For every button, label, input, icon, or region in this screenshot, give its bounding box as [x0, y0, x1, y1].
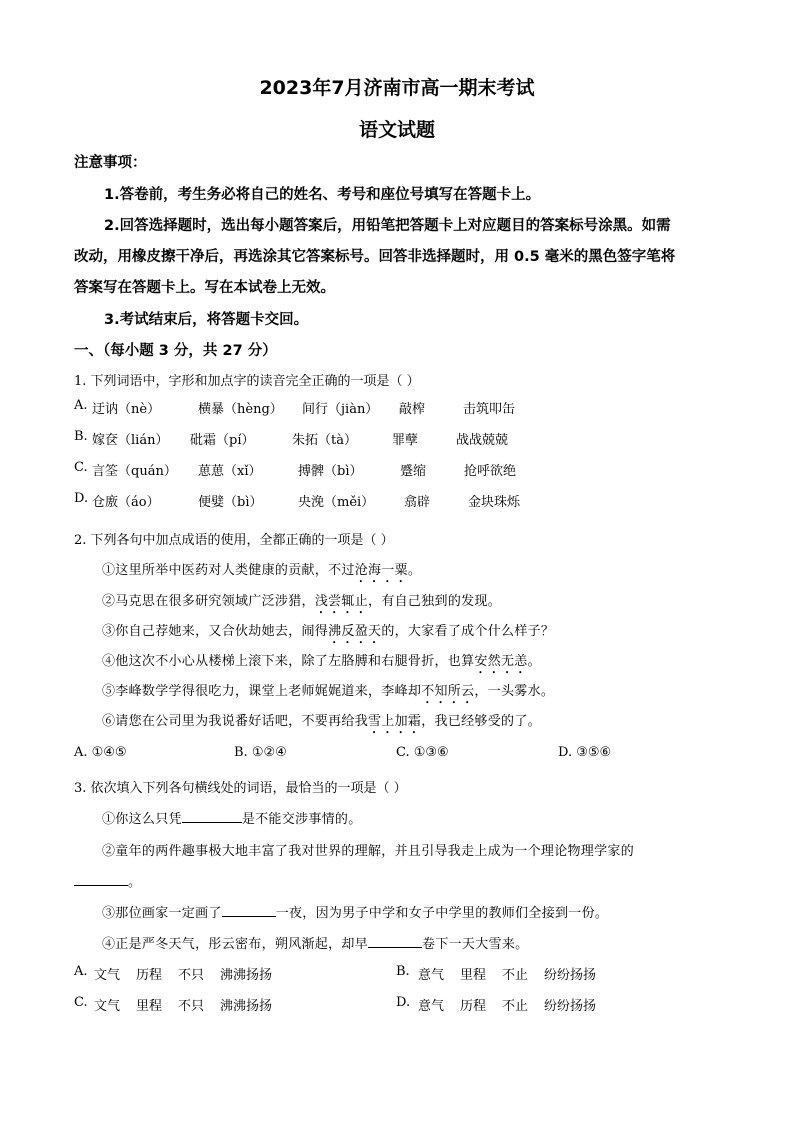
sentence-text: ⑤李峰数学学得很吃力，课堂上老师娓娓道来，李峰却 — [102, 684, 422, 699]
sentence-text: 。 — [527, 654, 541, 669]
sentence-text: ，我已经够受的了。 — [421, 714, 541, 729]
q3-option-word: 沸沸扬扬 — [220, 968, 273, 983]
q3-sentence-2-line-1: ②童年的两件趣事极大地丰富了我对世界的理解，并且引导我走上成为一个理论物理学家的 — [102, 844, 635, 859]
q3-option-word: 历程 — [136, 968, 163, 983]
notice-item-2-line-1: 2.回答选择题时，选出每小题答案后，用铅笔把答题卡上对应题目的答案标号涂黑。如需 — [104, 218, 671, 234]
fill-blank — [222, 904, 276, 917]
q1-option-label: D. — [74, 491, 89, 506]
fill-blank — [368, 935, 422, 948]
sentence-text: 。 — [128, 875, 142, 890]
q1-option-word: 央浼（měi） — [298, 495, 375, 510]
q1-option-word: 仓廒（áo） — [92, 495, 160, 510]
q1-option-word: 迂讷（nè） — [92, 402, 161, 417]
sentence-text: 的，大家看了成个什么样子？ — [381, 624, 555, 639]
q1-option-c — [74, 460, 734, 480]
sentence-text: ④正是严冬天气，彤云密布，朔风渐起，却早 — [102, 937, 369, 952]
q1-option-word: 翕辟 — [404, 495, 431, 510]
q3-option-label: D. — [396, 995, 411, 1010]
q1-option-word: 葸葸（xǐ） — [198, 464, 262, 479]
section-heading: 一、（每小题 3 分，共 27 分） — [74, 343, 277, 359]
q2-option-c: C. ①③⑥ — [396, 745, 449, 760]
notice-heading: 注意事项： — [74, 155, 147, 171]
q3-option-label: A. — [74, 964, 88, 979]
q1-option-d — [74, 491, 734, 511]
idiom-dotted: 沸反盈天 — [328, 624, 382, 639]
q1-option-word: 抢呼欲绝 — [464, 464, 517, 479]
notice-item-2-line-3: 答案写在答题卡上。写在本试卷上无效。 — [74, 280, 335, 296]
idiom-dotted: 浅尝辄止 — [314, 594, 369, 609]
q3-option-word: 不止 — [502, 999, 529, 1014]
idiom-dotted: 雪上加霜 — [368, 714, 422, 729]
q3-option-word: 文气 — [94, 999, 121, 1014]
q3-option-word: 里程 — [460, 968, 487, 983]
q1-option-word: 搏髀（bì） — [298, 464, 363, 479]
notice-item-1: 1.答卷前，考生务必将自己的姓名、考号和座位号填写在答题卡上。 — [104, 187, 541, 203]
q3-option-word: 不止 — [502, 968, 529, 983]
q1-option-b — [74, 429, 734, 449]
sentence-text: ③那位画家一定画了 — [102, 906, 222, 921]
sentence-text: ①你这么只凭 — [102, 812, 182, 827]
q1-option-a — [74, 398, 734, 418]
q3-option-word: 沸沸扬扬 — [220, 999, 273, 1014]
q3-option-d — [396, 995, 696, 1015]
q2-sentence-6 — [102, 710, 541, 737]
q3-option-word: 不只 — [178, 968, 205, 983]
notice-item-3: 3.考试结束后，将答题卡交回。 — [104, 312, 309, 328]
notice-item-2-line-2: 改动，用橡皮擦干净后，再选涂其它答案标号。回答非选择题时，用 0.5 毫米的黑色签字笔将 — [74, 249, 676, 265]
q1-option-word: 战战兢兢 — [456, 433, 509, 448]
q1-option-label: B. — [74, 429, 88, 444]
q1-option-word: 罪孽 — [392, 433, 419, 448]
q2-sentence-3 — [102, 620, 554, 647]
q2-stem: 2. 下列各句中加点成语的使用，全都正确的一项是（ ） — [74, 533, 394, 548]
q3-stem: 3. 依次填入下列各句横线处的词语，最恰当的一项是（ ） — [74, 781, 407, 796]
q3-option-word: 意气 — [418, 968, 445, 983]
fill-blank — [74, 873, 128, 886]
q2-sentence-2 — [102, 590, 501, 617]
sentence-text: 是不能交涉事情的。 — [241, 812, 362, 827]
q1-option-word: 嫁奁（lián） — [92, 433, 169, 448]
q3-option-word: 意气 — [418, 999, 445, 1014]
q1-option-word: 言筌（quán） — [92, 464, 177, 479]
q3-option-c — [74, 995, 374, 1015]
q2-option-b: B. ①②④ — [234, 745, 287, 760]
q2-option-d: D. ③⑤⑥ — [558, 745, 612, 760]
q2-sentence-5 — [102, 680, 554, 707]
idiom-dotted: 安然无恙 — [474, 654, 528, 669]
q3-option-word: 纷纷扬扬 — [544, 999, 597, 1014]
sentence-text: ②马克思在很多研究领域广泛涉猎， — [102, 594, 315, 609]
q1-option-word: 便嬖（bì） — [198, 495, 263, 510]
q1-option-word: 间行（jiàn） — [302, 402, 379, 417]
sentence-text: ，有自己独到的发现。 — [368, 594, 502, 609]
q3-option-word: 纷纷扬扬 — [544, 968, 597, 983]
q1-option-word: 敲榨 — [399, 402, 426, 417]
sentence-text: 卷下一天大雪来。 — [422, 937, 529, 952]
q3-option-word: 文气 — [94, 968, 121, 983]
q3-sentence-2-line-2 — [74, 871, 141, 890]
q1-option-word: 砒霜（pí） — [190, 433, 255, 448]
q3-option-a — [74, 964, 374, 984]
q2-sentence-1 — [102, 559, 421, 586]
exam-title: 2023年7月济南市高一期末考试 — [259, 77, 535, 99]
q3-option-label: C. — [74, 995, 88, 1010]
q2-option-a: A. ①④⑤ — [74, 745, 127, 760]
sentence-text: 。 — [407, 563, 422, 578]
q3-option-word: 历程 — [460, 999, 487, 1014]
idiom-dotted: 不知所云 — [421, 684, 475, 699]
q1-option-word: 金块珠烁 — [468, 495, 521, 510]
sentence-text: ，一头雾水。 — [474, 684, 555, 699]
q3-sentence-4 — [102, 933, 528, 952]
q1-stem: 1. 下列词语中，字形和加点字的读音完全正确的一项是（ ） — [74, 374, 420, 389]
q1-option-label: C. — [74, 460, 88, 475]
q1-option-word: 横暴（hèng） — [198, 402, 283, 417]
q3-sentence-3 — [102, 902, 608, 921]
q1-option-word: 朱拓（tà） — [292, 433, 357, 448]
sentence-text: 一夜，因为男子中学和女子中学里的教师们全接到一份。 — [275, 906, 609, 921]
q3-sentence-1 — [102, 808, 362, 827]
sentence-text: ④他这次不小心从楼梯上滚下来，除了左胳膊和右腿骨折，也算 — [102, 654, 475, 669]
exam-subtitle: 语文试题 — [358, 119, 435, 141]
q3-option-label: B. — [396, 964, 410, 979]
q3-option-word: 里程 — [136, 999, 163, 1014]
fill-blank — [182, 810, 242, 823]
sentence-text: ①这里所举中医药对人类健康的贡献，不过 — [102, 563, 355, 578]
q1-option-word: 击筑叩缶 — [463, 402, 516, 417]
sentence-text: ③你自己荐她来，又合伙劫她去，闹得 — [102, 624, 329, 639]
idiom-dotted: 沧海一粟 — [354, 563, 408, 578]
q1-option-label: A. — [74, 398, 88, 413]
q1-option-word: 蹙缩 — [400, 464, 427, 479]
q2-sentence-4 — [102, 650, 541, 677]
sentence-text: ⑥请您在公司里为我说番好话吧，不要再给我 — [102, 714, 369, 729]
q3-option-b — [396, 964, 696, 984]
q3-option-word: 不只 — [178, 999, 205, 1014]
